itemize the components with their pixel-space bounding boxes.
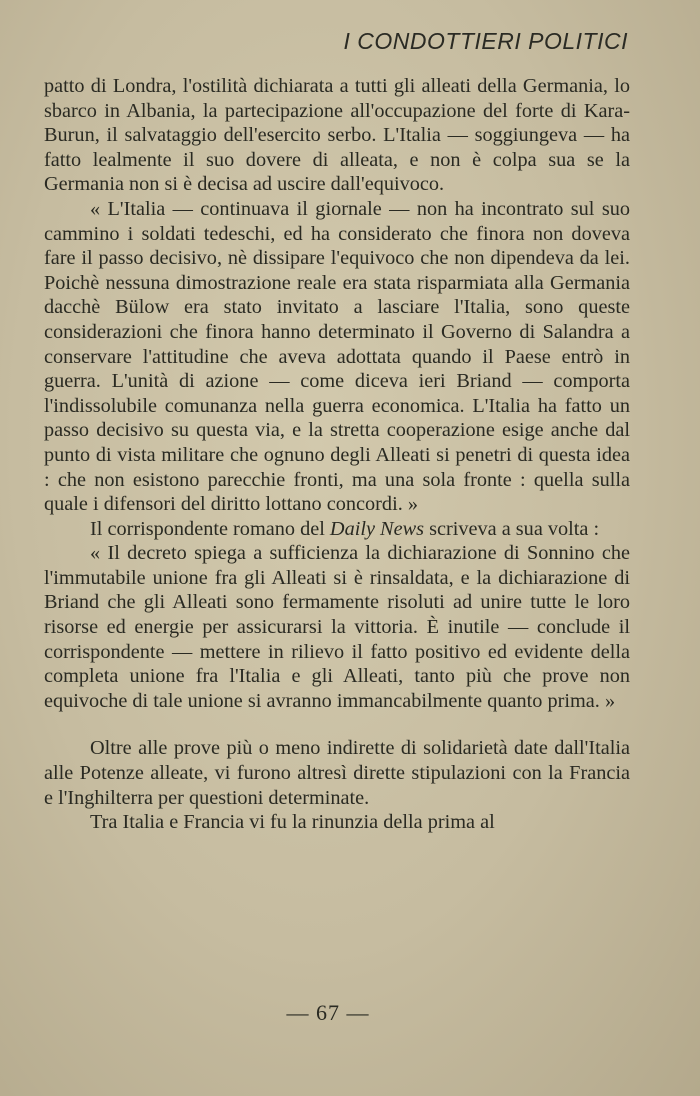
paragraph-solidarieta: Oltre alle prove più o meno indirette di solidarietà date dall'Italia alle Potenze alleate, vi furono altresì dirette stipulazioni con la Francia e l'Inghilterra per questioni determinate.	[44, 737, 630, 809]
paragraph-corrispondente-tail: scriveva a sua volta :	[424, 517, 600, 540]
paragraph-corrispondente-lead: Il corrispondente romano del	[90, 517, 330, 540]
paragraph-quote-decreto: « Il decreto spiega a sufficienza la dichiarazione di Sonnino che l'immutabile unione fra gli Alleati si è rinsaldata, e la dichiarazione di Briand che gli Alleati sono fermamente risoluti ad unire tutte le loro risorse ed energie per assicurarsi la vittoria. È inutile — conclude il corrispondente — mettere in rilievo il fatto positivo ed evidente della completa unione fra l'Italia e gli Alleati, tanto più che prove non equivoche di tale unione si avranno immancabilmente quanto prima. »	[44, 542, 630, 712]
paragraph-italia-francia: Tra Italia e Francia vi fu la rinunzia della prima al	[90, 811, 495, 834]
page-body	[44, 74, 630, 835]
running-title: I CONDOTTIERI POLITICI	[343, 28, 628, 54]
page-number: — 67 —	[286, 1000, 370, 1025]
paragraph-quote-giornale: « L'Italia — continuava il giornale — non ha incontrato sul suo cammino i soldati tedeschi, ed ha considerato che finora non doveva fare il passo decisivo, nè dissipare l'equivoco che non dipendeva da lei. Poichè nessuna dimostrazione reale era stata risparmiata alla Germania dacchè Bülow era stato invitato a lasciare l'Italia, sono queste considerazioni che finora hanno determinato il Governo di Salandra a conservare l'attitudine che aveva adottata quando il Paese entrò in guerra. L'unità di azione — come diceva ieri Briand — comporta l'indissolubile comunanza nella guerra economica. L'Italia ha fatto un passo decisivo su questa via, e la stretta cooperazione esige anche dal punto di vista militare che ognuno degli Alleati si penetri di questa idea : che non esistono parecchie fronti, ma una sola fronte : quella sulla quale i difensori del diritto lottano concordi. »	[44, 197, 630, 516]
newspaper-name: Daily News	[329, 517, 424, 540]
paragraph-continued: patto di Londra, l'ostilità dichiarata a tutti gli alleati della Germania, lo sbarco in Albania, la partecipazione all'occupazione del forte di Kara-Burun, il salvataggio dell'esercito serbo. L'Italia — soggiungeva — ha fatto lealmente il suo dovere di alleata, e non è colpa sua se la Germania non si è decisa ad uscire dall'equivoco.	[44, 75, 630, 196]
paragraph-corrispondente	[44, 517, 630, 542]
